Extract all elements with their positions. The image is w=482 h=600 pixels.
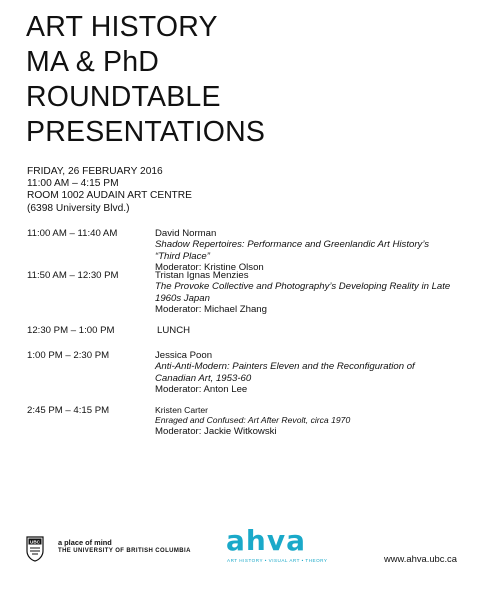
title-line: PRESENTATIONS — [26, 116, 266, 148]
ubc-wordmark — [58, 538, 191, 556]
event-date: FRIDAY, 26 FEBRUARY 2016 — [27, 166, 163, 177]
event-time: 11:00 AM – 4:15 PM — [27, 178, 119, 190]
session-details — [155, 405, 455, 437]
ubc-crest-text: UBC — [30, 539, 40, 545]
session-details — [155, 228, 455, 274]
presenter-name: Tristan Ignas Menzies — [155, 270, 249, 281]
session-details — [155, 350, 455, 396]
event-room: ROOM 1002 AUDAIN ART CENTRE — [27, 190, 192, 202]
website-url[interactable]: www.ahva.ubc.ca — [384, 553, 457, 564]
talk-title: Shadow Repertoires: Performance and Greenlandic Art History’s “Third Place” — [155, 239, 430, 262]
ahva-tagline: ART HISTORY • VISUAL ART • THEORY — [227, 558, 328, 563]
session-time: 1:00 PM – 2:30 PM — [27, 350, 110, 361]
presenter-name: Jessica Poon — [155, 350, 213, 361]
talk-title: Anti-Anti-Modern: Painters Eleven and the Reconfiguration of Canadian Art, 1953-60 — [155, 361, 415, 384]
moderator: Moderator: Anton Lee — [155, 384, 248, 396]
session-time: 11:00 AM – 11:40 AM — [27, 228, 118, 239]
moderator: Moderator: Michael Zhang — [155, 304, 267, 316]
event-info — [27, 166, 192, 215]
talk-title: The Provoke Collective and Photography’s Developing Reality in Late 1960s Japan — [155, 281, 451, 304]
moderator: Moderator: Kristine Olson — [155, 262, 264, 274]
session-time: 2:45 PM – 4:15 PM — [27, 405, 110, 416]
session-time: 12:30 PM – 1:00 PM — [27, 325, 115, 336]
moderator: Moderator: Jackie Witkowski — [155, 425, 277, 437]
session-details — [155, 270, 455, 316]
title-line: ROUNDTABLE — [26, 81, 221, 113]
presenter-name: Kristen Carter — [155, 405, 209, 415]
lunch-label: LUNCH — [157, 325, 191, 336]
ubc-name: THE UNIVERSITY OF BRITISH COLUMBIA — [58, 548, 191, 554]
event-address: (6398 University Blvd.) — [27, 202, 130, 214]
presenter-name: David Norman — [155, 228, 217, 239]
poster-title — [26, 10, 466, 150]
ubc-tagline: a place of mind — [58, 538, 112, 547]
footer — [0, 520, 482, 600]
talk-title: Enraged and Confused: Art After Revolt, circa 1970 — [155, 415, 351, 426]
ubc-crest-icon — [26, 536, 44, 562]
title-line: MA & PhD — [26, 46, 160, 78]
ahva-logo: ahva — [226, 524, 306, 557]
session-time: 11:50 AM – 12:30 PM — [27, 270, 119, 281]
title-line: ART HISTORY — [26, 11, 218, 43]
